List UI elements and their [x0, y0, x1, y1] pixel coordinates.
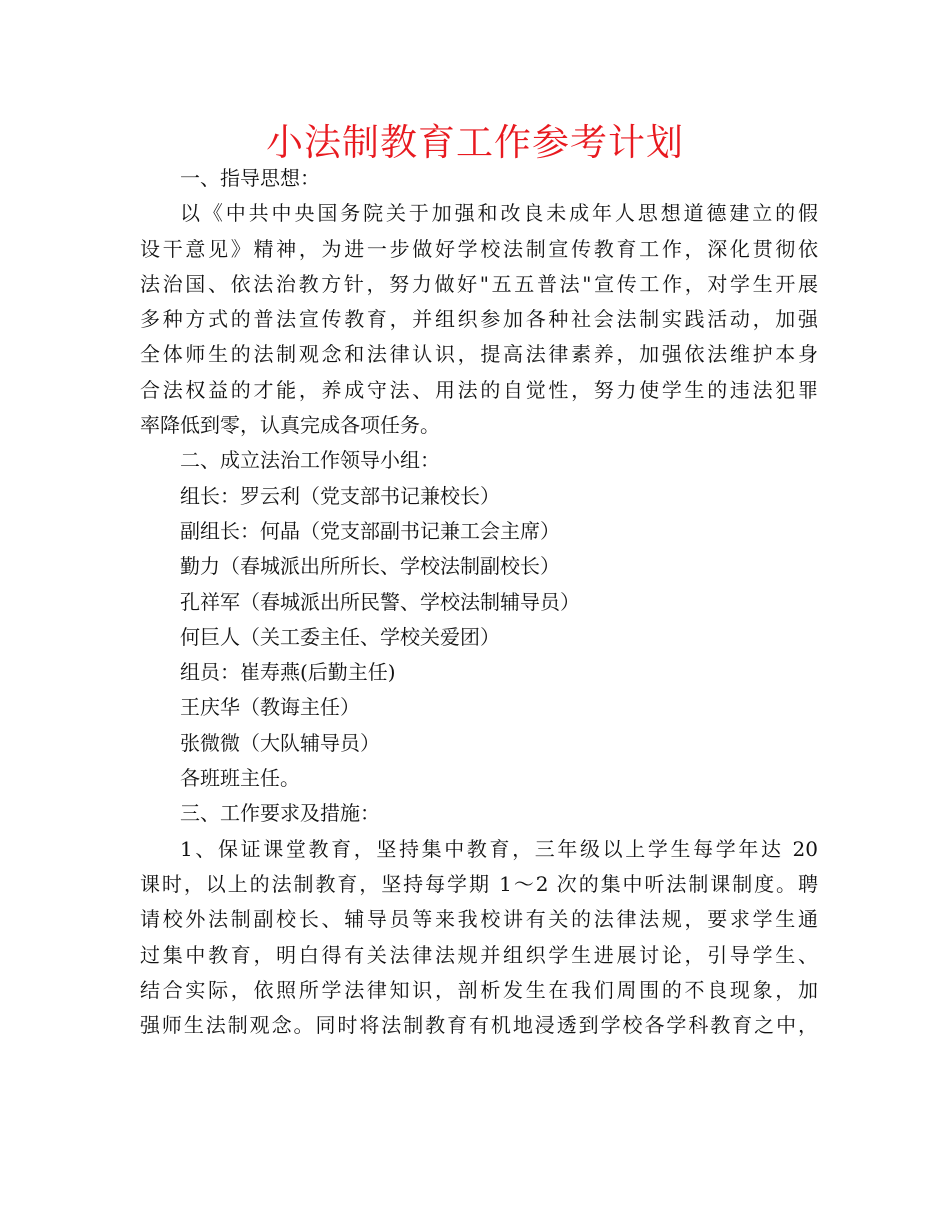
section-heading-1: 一、指导思想：: [180, 166, 320, 190]
paragraph-line: 合法权益的才能，养成守法、用法的自觉性，努力使学生的违法犯罪: [140, 377, 818, 402]
paragraph-line: 率降低到零，认真完成各项任务。: [140, 413, 440, 438]
member-line: 各班班主任。: [180, 766, 300, 791]
paragraph-line: 过集中教育，明白得有关法律法规并组织学生进展讨论，引导学生、: [140, 942, 818, 967]
paragraph-line: 1、保证课堂教育，坚持集中教育，三年级以上学生每学年达 20: [180, 836, 818, 861]
member-line: 副组长：何晶（党支部副书记兼工会主席）: [180, 518, 560, 543]
member-line: 组长：罗云利（党支部书记兼校长）: [180, 483, 500, 508]
member-line: 张微微（大队辅导员）: [180, 730, 380, 755]
section-heading-3: 三、工作要求及措施：: [180, 801, 380, 826]
paragraph-line: 请校外法制副校长、辅导员等来我校讲有关的法律法规，要求学生通: [140, 907, 818, 932]
paragraph-line: 设干意见》精神，为进一步做好学校法制宣传教育工作，深化贯彻依: [140, 236, 818, 261]
paragraph-line: 强师生法制观念。同时将法制教育有机地浸透到学校各学科教育之中，: [140, 1013, 818, 1038]
paragraph-line: 法治国、依法治教方针，努力做好"五五普法"宣传工作，对学生开展: [140, 271, 818, 296]
document-title: 小法制教育工作参考计划: [266, 121, 684, 164]
member-line: 组员：崔寿燕(后勤主任): [180, 660, 396, 685]
paragraph-line: 以《中共中央国务院关于加强和改良未成年人思想道德建立的假: [180, 201, 818, 226]
member-line: 孔祥军（春城派出所民警、学校法制辅导员）: [180, 589, 580, 614]
paragraph-line: 结合实际，依照所学法律知识，剖析发生在我们周围的不良现象，加: [140, 977, 818, 1002]
member-line: 何巨人（关工委主任、学校关爱团）: [180, 624, 500, 649]
section-heading-2: 二、成立法治工作领导小组：: [180, 448, 440, 473]
paragraph-line: 全体师生的法制观念和法律认识，提高法律素养，加强依法维护本身: [140, 342, 818, 367]
member-line: 勤力（春城派出所所长、学校法制副校长）: [180, 554, 560, 579]
member-line: 王庆华（教诲主任）: [180, 695, 360, 720]
paragraph-line: 多种方式的普法宣传教育，并组织参加各种社会法制实践活动，加强: [140, 307, 818, 332]
document-body: [140, 161, 818, 1043]
paragraph-line: 课时，以上的法制教育，坚持每学期 1～2 次的集中听法制课制度。聘: [140, 871, 818, 896]
